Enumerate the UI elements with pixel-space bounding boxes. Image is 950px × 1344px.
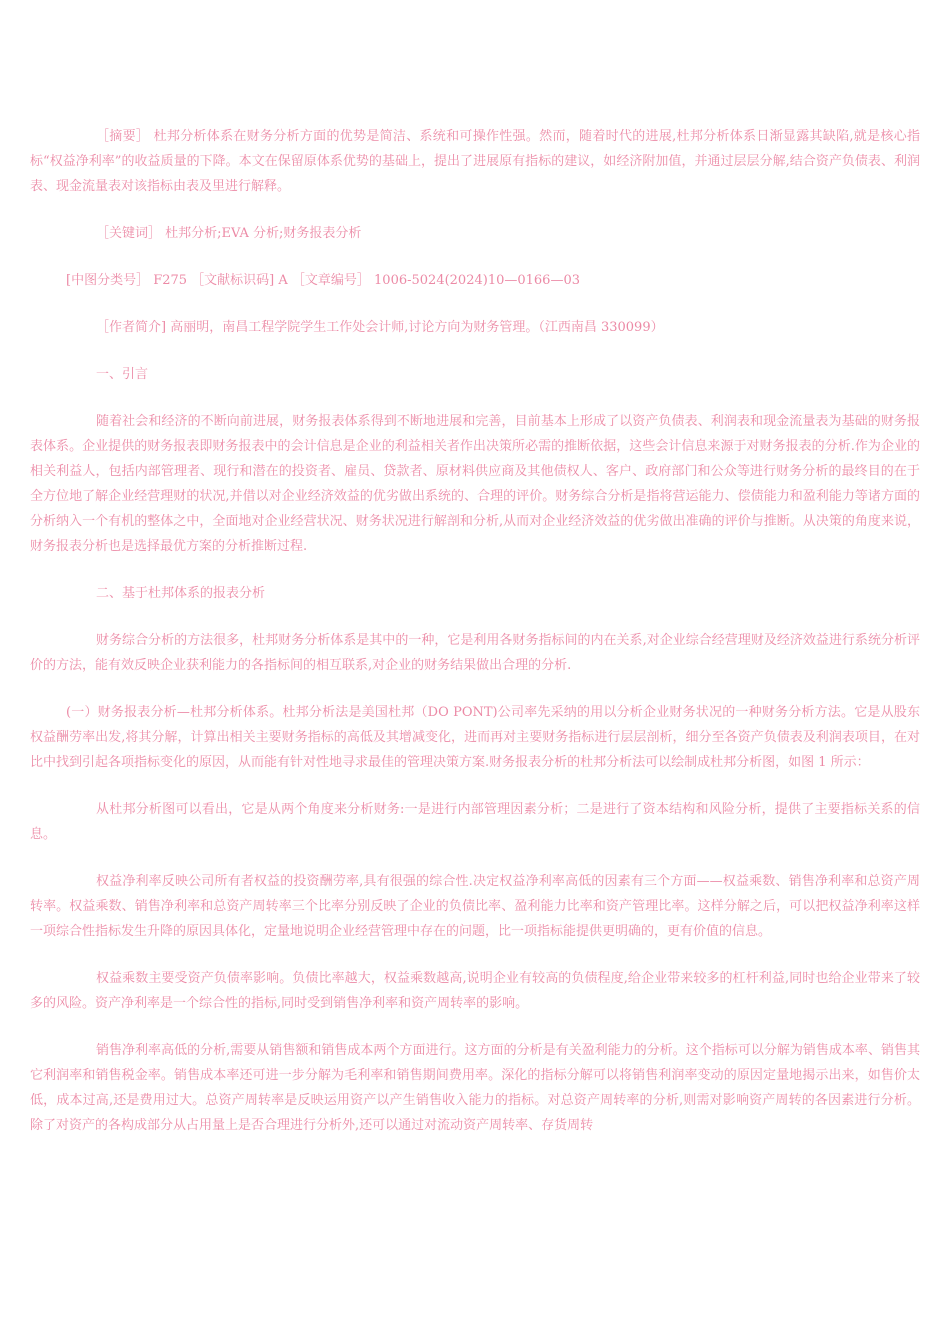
document-page (30, 124, 920, 1138)
introduction-paragraph: 随着社会和经济的不断向前进展，财务报表体系得到不断地进展和完善，目前基本上形成了以资产负债表、利润表和现金流量表为基础的财务报表体系。企业提供的财务报表即财务报表中的会计信息是企业的利益相关者作出决策所必需的推断依据，这些会计信息来源于对财务报表的分析.作为企业的相关利益人，包括内部管理者、现行和潜在的投资者、雇员、贷款者、原材料供应商及其他债权人、客户、政府部门和公众等进行财务分析的最终目的在于全方位地了解企业经营理财的状况,并借以对企业经济效益的优劣做出系统的、合理的评价。财务综合分析是指将营运能力、偿债能力和盈利能力等诸方面的分析纳入一个有机的整体之中，全面地对企业经营状况、财务状况进行解剖和分析,从而对企业经济效益的优劣做出准确的评价与推断。从决策的角度来说，财务报表分析也是选择最优方案的分析推断过程. (30, 414, 920, 554)
equity-multiplier-paragraph: 权益乘数主要受资产负债率影响。负债比率越大，权益乘数越高,说明企业有较高的负债程度,给企业带来较多的杠杆利益,同时也给企业带来了较多的风险。资产净利率是一个综合性的指标,同时受到销售净利率和资产周转率的影响。 (30, 971, 920, 1011)
keywords-line: ［关键词］ 杜邦分析;EVA 分析;财务报表分析 (96, 226, 362, 241)
section-heading-introduction: 一、引言 (96, 367, 149, 382)
abstract-paragraph: ［摘要］ 杜邦分析体系在财务分析方面的优势是简洁、系统和可操作性强。然而，随着时代的进展,杜邦分析体系日渐显露其缺陷,就是核心指标“权益净利率”的收益质量的下降。本文在保留原体系优势的基础上，提出了进展原有指标的建议，如经济附加值，并通过层层分解,结合资产负债表、利润表、现金流量表对该指标由表及里进行解释。 (30, 129, 920, 194)
author-line: ［作者简介] 高丽明，南昌工程学院学生工作处会计师,讨论方向为财务管理。（江西南昌 330099） (96, 320, 664, 335)
section-heading-dupont: 二、基于杜邦体系的报表分析 (96, 586, 266, 601)
net-margin-paragraph: 销售净利率高低的分析,需要从销售额和销售成本两个方面进行。这方面的分析是有关盈利能力的分析。这个指标可以分解为销售成本率、销售其它利润率和销售税金率。销售成本率还可进一步分解为毛利率和销售期间费用率。深化的指标分解可以将销售利润率变动的原因定量地揭示出来，如售价太低，成本过高,还是费用过大。总资产周转率是反映运用资产以产生销售收入能力的指标。对总资产周转率的分析,则需对影响资产周转的各因素进行分析。除了对资产的各构成部分从占用量上是否合理进行分析外,还可以通过对流动资产周转率、存货周转 (30, 1043, 921, 1133)
analysis-angles-paragraph: 从杜邦分析图可以看出，它是从两个角度来分析财务:一是进行内部管理因素分析；二是进行了资本结构和风险分析，提供了主要指标关系的信息。 (30, 802, 920, 842)
dupont-system-paragraph: (一）财务报表分析—杜邦分析体系。杜邦分析法是美国杜邦（DO PONT)公司率先采纳的用以分析企业财务状况的一种财务分析方法。它是从股东权益酬劳率出发,将其分解，计算出相关主要财务指标的高低及其增减变化，进而再对主要财务指标进行层层剖析，细分至各资产负债表及利润表项目，在对比中找到引起各项指标变化的原因，从而能有针对性地寻求最佳的管理决策方案.财务报表分析的杜邦分析法可以绘制成杜邦分析图，如图 1 所示： (30, 705, 920, 770)
roe-paragraph: 权益净利率反映公司所有者权益的投资酬劳率,具有很强的综合性.决定权益净利率高低的因素有三个方面——权益乘数、销售净利率和总资产周转率。权益乘数、销售净利率和总资产周转率三个比率分别反映了企业的负债比率、盈利能力比率和资产管理比率。这样分解之后，可以把权益净利率这样一项综合性指标发生升降的原因具体化，定量地说明企业经营管理中存在的问题，比一项指标能提供更明确的，更有价值的信息。 (30, 874, 920, 939)
classification-line: [中图分类号］ F275 ［文献标识码] A ［文章编号］ 1006-5024(2024)10—0166—03 (66, 273, 580, 288)
method-paragraph: 财务综合分析的方法很多，杜邦财务分析体系是其中的一种，它是利用各财务指标间的内在关系,对企业综合经营理财及经济效益进行系统分析评价的方法，能有效反映企业获利能力的各指标间的相互联系,对企业的财务结果做出合理的分析. (30, 633, 920, 673)
